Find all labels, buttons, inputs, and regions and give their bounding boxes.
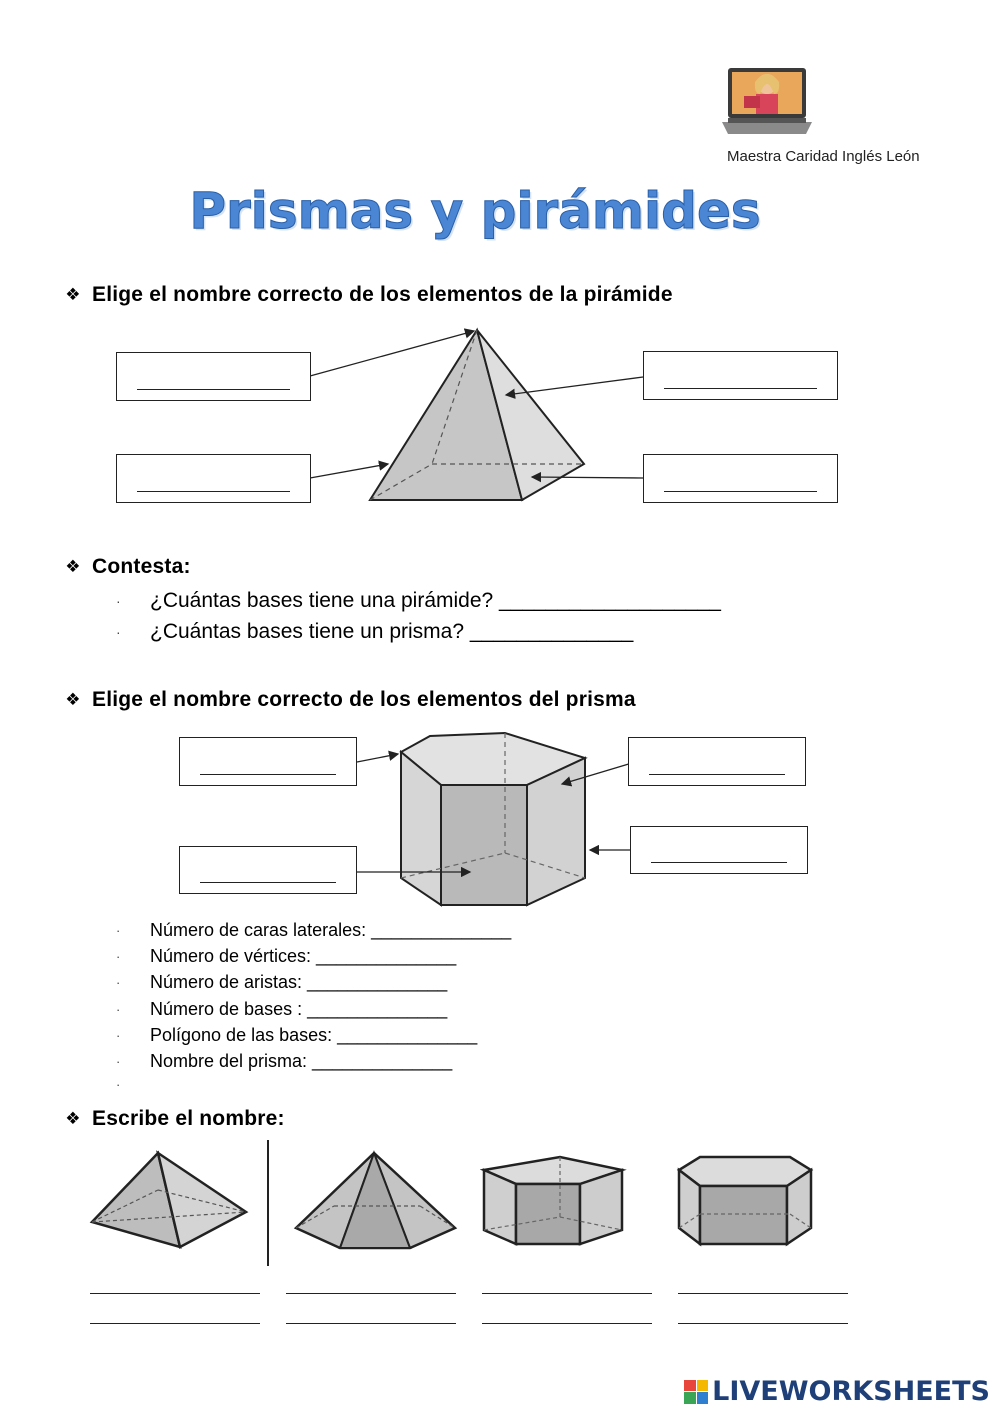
prism-prop-name[interactable] [116, 1051, 452, 1072]
prism-prop-lateral-faces[interactable] [116, 920, 511, 941]
pyramid-answer-box-edge[interactable] [116, 454, 311, 503]
pyramid-answer-box-face[interactable] [643, 351, 838, 400]
prism-prop-base-polygon[interactable] [116, 1025, 477, 1046]
diamond-bullet-icon: ❖ [65, 1109, 81, 1128]
answer-line-3b[interactable] [482, 1323, 652, 1324]
diamond-bullet-icon: ❖ [65, 285, 81, 304]
prop-text: Número de vértices: ______________ [150, 946, 457, 966]
pentagonal-prism-figure [480, 1150, 630, 1250]
page-title: Prismas y pirámides [189, 182, 761, 240]
liveworksheets-logo-text: LIVEWORKSHEETS [712, 1376, 990, 1407]
dot-bullet-icon: · [116, 624, 121, 640]
prism-prop-edges[interactable] [116, 972, 447, 993]
prop-text: Polígono de las bases: ______________ [150, 1025, 478, 1045]
diamond-bullet-icon: ❖ [65, 690, 81, 709]
dot-bullet-icon: · [116, 949, 121, 964]
question-text: ¿Cuántas bases tiene un prisma? ______________ [150, 620, 634, 643]
author-name: Maestra Caridad Inglés León [727, 148, 920, 165]
dot-bullet-icon: · [116, 1002, 121, 1017]
prism-prop-bases[interactable] [116, 999, 447, 1020]
prism-section-heading [64, 688, 636, 712]
escribe-heading-text: Escribe el nombre: [92, 1107, 285, 1130]
pyramid-answer-box-apex[interactable] [116, 352, 311, 401]
prism-answer-box-vertex[interactable] [179, 737, 357, 786]
prism-answer-box-face[interactable] [179, 846, 357, 894]
dot-bullet-icon: · [116, 923, 121, 938]
dot-bullet-icon: · [116, 975, 121, 990]
diamond-bullet-icon: ❖ [65, 557, 81, 576]
dot-bullet-icon: · [116, 1028, 121, 1043]
escribe-section-heading [64, 1107, 285, 1131]
prism-prop-vertices[interactable] [116, 946, 456, 967]
question-text: ¿Cuántas bases tiene una pirámide? ___________________ [150, 589, 721, 612]
figure-divider [267, 1140, 269, 1266]
pyramid-section-heading [64, 283, 673, 307]
prop-text: Número de bases : ______________ [150, 999, 448, 1019]
prism-prop-empty [116, 1077, 150, 1092]
answer-line-2b[interactable] [286, 1323, 456, 1324]
prop-text: Nombre del prisma: ______________ [150, 1051, 453, 1071]
question-prism-bases[interactable] [116, 620, 633, 644]
answer-line-4b[interactable] [678, 1323, 848, 1324]
answer-line-3a[interactable] [482, 1293, 652, 1294]
contesta-section-heading [64, 555, 191, 579]
liveworksheets-mark-icon [684, 1380, 708, 1404]
square-pyramid-figure [86, 1148, 254, 1256]
prop-text: Número de aristas: ______________ [150, 972, 448, 992]
prism-diagram [350, 725, 640, 915]
question-pyramid-bases[interactable] [116, 589, 721, 613]
liveworksheets-logo[interactable] [684, 1376, 990, 1407]
dot-bullet-icon: · [116, 593, 121, 609]
pyramid-answer-box-base[interactable] [643, 454, 838, 503]
answer-line-1a[interactable] [90, 1293, 260, 1294]
hexagonal-pyramid-figure [290, 1148, 460, 1252]
prop-text: Número de caras laterales: ______________ [150, 920, 512, 940]
author-avatar-icon [722, 64, 812, 144]
prism-heading-text: Elige el nombre correcto de los elementos del prisma [92, 688, 636, 711]
dot-bullet-icon: · [116, 1077, 121, 1092]
pyramid-heading-text: Elige el nombre correcto de los elementos de la pirámide [92, 283, 673, 306]
answer-line-1b[interactable] [90, 1323, 260, 1324]
contesta-heading-text: Contesta: [92, 555, 191, 578]
prism-answer-box-base[interactable] [628, 737, 806, 786]
pyramid-diagram [300, 322, 660, 512]
answer-line-2a[interactable] [286, 1293, 456, 1294]
answer-line-4a[interactable] [678, 1293, 848, 1294]
dot-bullet-icon: · [116, 1054, 121, 1069]
hexagonal-prism-figure [674, 1152, 816, 1248]
prism-answer-box-edge[interactable] [630, 826, 808, 874]
